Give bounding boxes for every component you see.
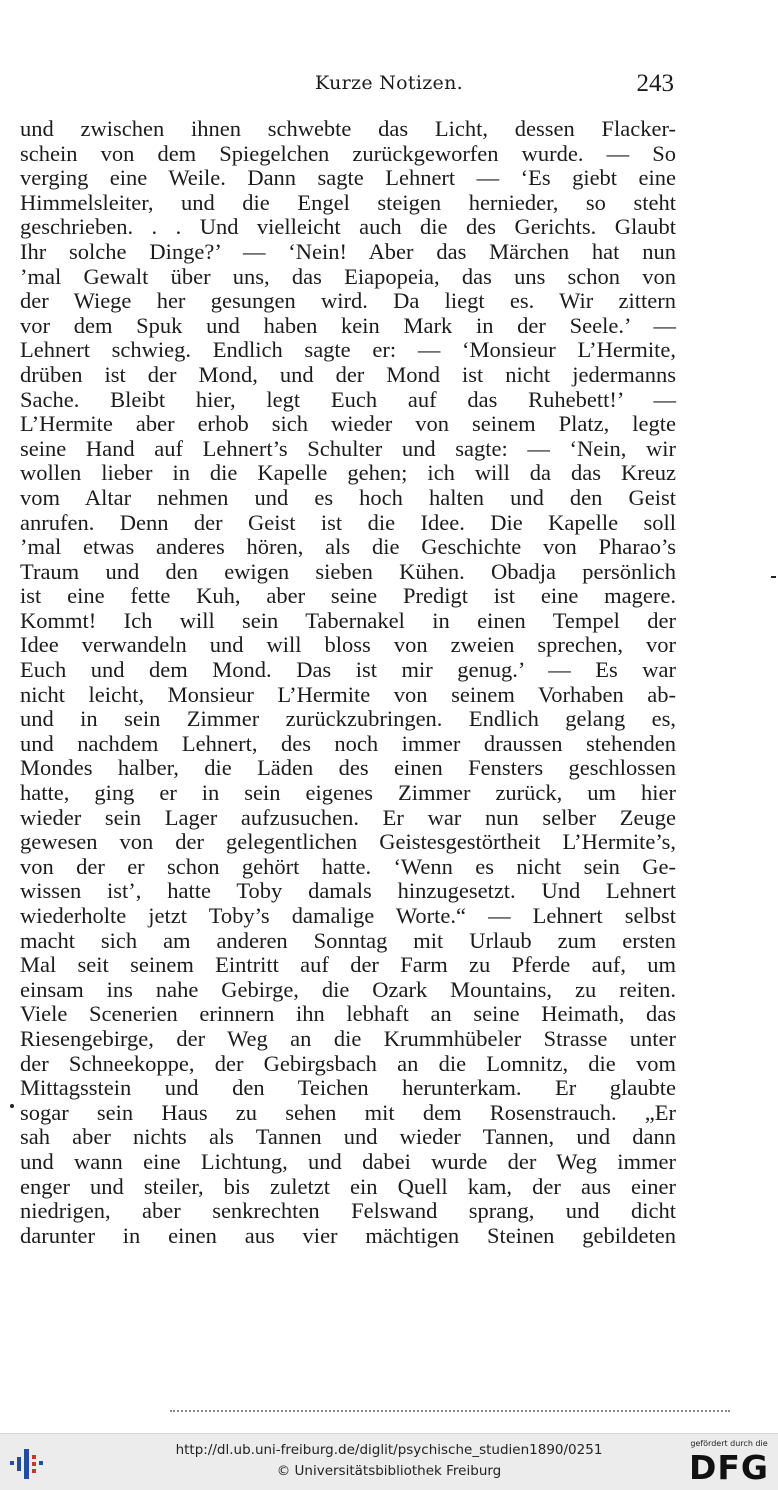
text-line: einsam ins nahe Gebirge, die Ozark Mountains, zu reiten. <box>20 976 676 1002</box>
text-line: Himmelsleiter, und die Engel steigen hernieder, so steht <box>20 189 676 215</box>
text-line: und zwischen ihnen schwebte das Licht, dessen Flacker- <box>20 116 676 141</box>
text-line: wiederholte jetzt Toby’s damalige Worte.“ — Lehnert selbst <box>20 903 676 928</box>
text-line: wollen lieber in die Kapelle gehen; ich will da das Kreuz <box>20 460 676 486</box>
text-line: Viele Scenerien erinnern ihn lebhaft an seine Heimath, das <box>20 1001 676 1027</box>
footer-bar <box>0 1433 778 1490</box>
text-line: hatte, ging er in sein eigenes Zimmer zurück, um hier <box>20 780 676 806</box>
text-line: Idee verwandeln und will bloss von zweien sprechen, vor <box>20 632 676 658</box>
text-line: Ihr solche Dinge?’ — ‘Nein! Aber das Märchen hat nun <box>20 238 676 264</box>
funder-caption: gefördert durch die <box>690 1439 768 1448</box>
text-line: nicht leicht, Monsieur L’Hermite von seinem Vorhaben ab- <box>20 681 676 707</box>
text-line: Sache. Bleibt hier, legt Euch auf das Ruhebett!’ — <box>20 386 676 412</box>
text-line: seine Hand auf Lehnert’s Schulter und sagte: — ‘Nein, wir <box>20 435 676 461</box>
text-line: sah aber nichts als Tannen und wieder Tannen, und dann <box>20 1124 676 1150</box>
text-line: ’mal Gewalt über uns, das Eiapopeia, das uns schon von <box>20 263 676 289</box>
text-line: der Schneekoppe, der Gebirgsbach an die Lomnitz, die vom <box>20 1050 676 1076</box>
text-line: Traum und den ewigen sieben Kühen. Obadja persönlich <box>20 558 676 584</box>
text-line: Mittagsstein und den Teichen herunterkam. Er glaubte <box>20 1075 676 1101</box>
text-line: niedrigen, aber senkrechten Felswand sprang, und dicht <box>20 1198 676 1224</box>
text-line: Kommt! Ich will sein Tabernakel in einen Tempel der <box>20 607 676 633</box>
text-line: wissen ist’, hatte Toby damals hinzugesetzt. Und Lehnert <box>20 878 676 904</box>
text-line: ist eine fette Kuh, aber seine Predigt ist eine magere. <box>20 583 676 609</box>
text-line: L’Hermite aber erhob sich wieder von seinem Platz, legte <box>20 411 676 437</box>
text-line: enger und steiler, bis zuletzt ein Quell kam, der aus einer <box>20 1173 676 1199</box>
text-line: wieder sein Lager aufzusuchen. Er war nun selber Zeuge <box>20 804 676 830</box>
text-line: vom Altar nehmen und es hoch halten und den Geist <box>20 484 676 510</box>
dfg-logo <box>686 1439 772 1487</box>
margin-mark <box>771 576 776 578</box>
body-text <box>20 117 676 1248</box>
text-line: macht sich am anderen Sonntag mit Urlaub zum ersten <box>20 927 676 953</box>
source-url[interactable]: http://dl.ub.uni-freiburg.de/diglit/psychische_studien1890/0251 <box>175 1442 603 1458</box>
text-line: vor dem Spuk und haben kein Mark in der Seele.’ — <box>20 312 676 338</box>
text-line: ’mal etwas anderes hören, als die Geschichte von Pharao’s <box>20 534 676 560</box>
text-line: Euch und dem Mond. Das ist mir genug.’ — Es war <box>20 657 676 683</box>
text-line: anrufen. Denn der Geist ist die Idee. Die Kapelle soll <box>20 509 676 535</box>
text-line: verging eine Weile. Dann sagte Lehnert — ‘Es giebt eine <box>20 165 676 191</box>
text-line: und nachdem Lehnert, des noch immer draussen stehenden <box>20 730 676 756</box>
running-title: Kurze Notizen. <box>315 72 463 94</box>
text-line: drüben ist der Mond, und der Mond ist nicht jedermanns <box>20 361 676 387</box>
text-line: Mondes halber, die Läden des einen Fensters geschlossen <box>20 755 676 781</box>
text-line: darunter in einen aus vier mächtigen Steinen gebildeten <box>20 1222 676 1248</box>
text-line: von der er schon gehört hatte. ‘Wenn es nicht sein Ge- <box>20 853 676 879</box>
page-header <box>0 70 778 110</box>
margin-mark <box>10 1104 14 1108</box>
text-line: schein von dem Spiegelchen zurückgeworfen wurde. — So <box>20 140 676 166</box>
bottom-rule <box>170 1410 730 1414</box>
text-line: Lehnert schwieg. Endlich sagte er: — ‘Monsieur L’Hermite, <box>20 337 676 363</box>
page-number: 243 <box>636 70 674 97</box>
text-line: der Wiege her gesungen wird. Da liegt es. Wir zittern <box>20 288 676 314</box>
copyright-text: © Universitätsbibliothek Freiburg <box>276 1463 502 1479</box>
text-line: Mal seit seinem Eintritt auf der Farm zu Pferde auf, um <box>20 952 676 978</box>
text-line: sogar sein Haus zu sehen mit dem Rosenstrauch. „Er <box>20 1099 676 1125</box>
text-line: geschrieben. . . Und vielleicht auch die des Gerichts. Glaubt <box>20 214 676 240</box>
text-line: gewesen von der gelegentlichen Geistesgestörtheit L’Hermite’s, <box>20 829 676 855</box>
text-line: Riesengebirge, der Weg an die Krummhübeler Strasse unter <box>20 1025 676 1051</box>
text-line: und in sein Zimmer zurückzubringen. Endlich gelang es, <box>20 706 676 732</box>
text-line: und wann eine Lichtung, und dabei wurde der Weg immer <box>20 1148 676 1174</box>
dfg-wordmark: DFG <box>688 1448 770 1487</box>
